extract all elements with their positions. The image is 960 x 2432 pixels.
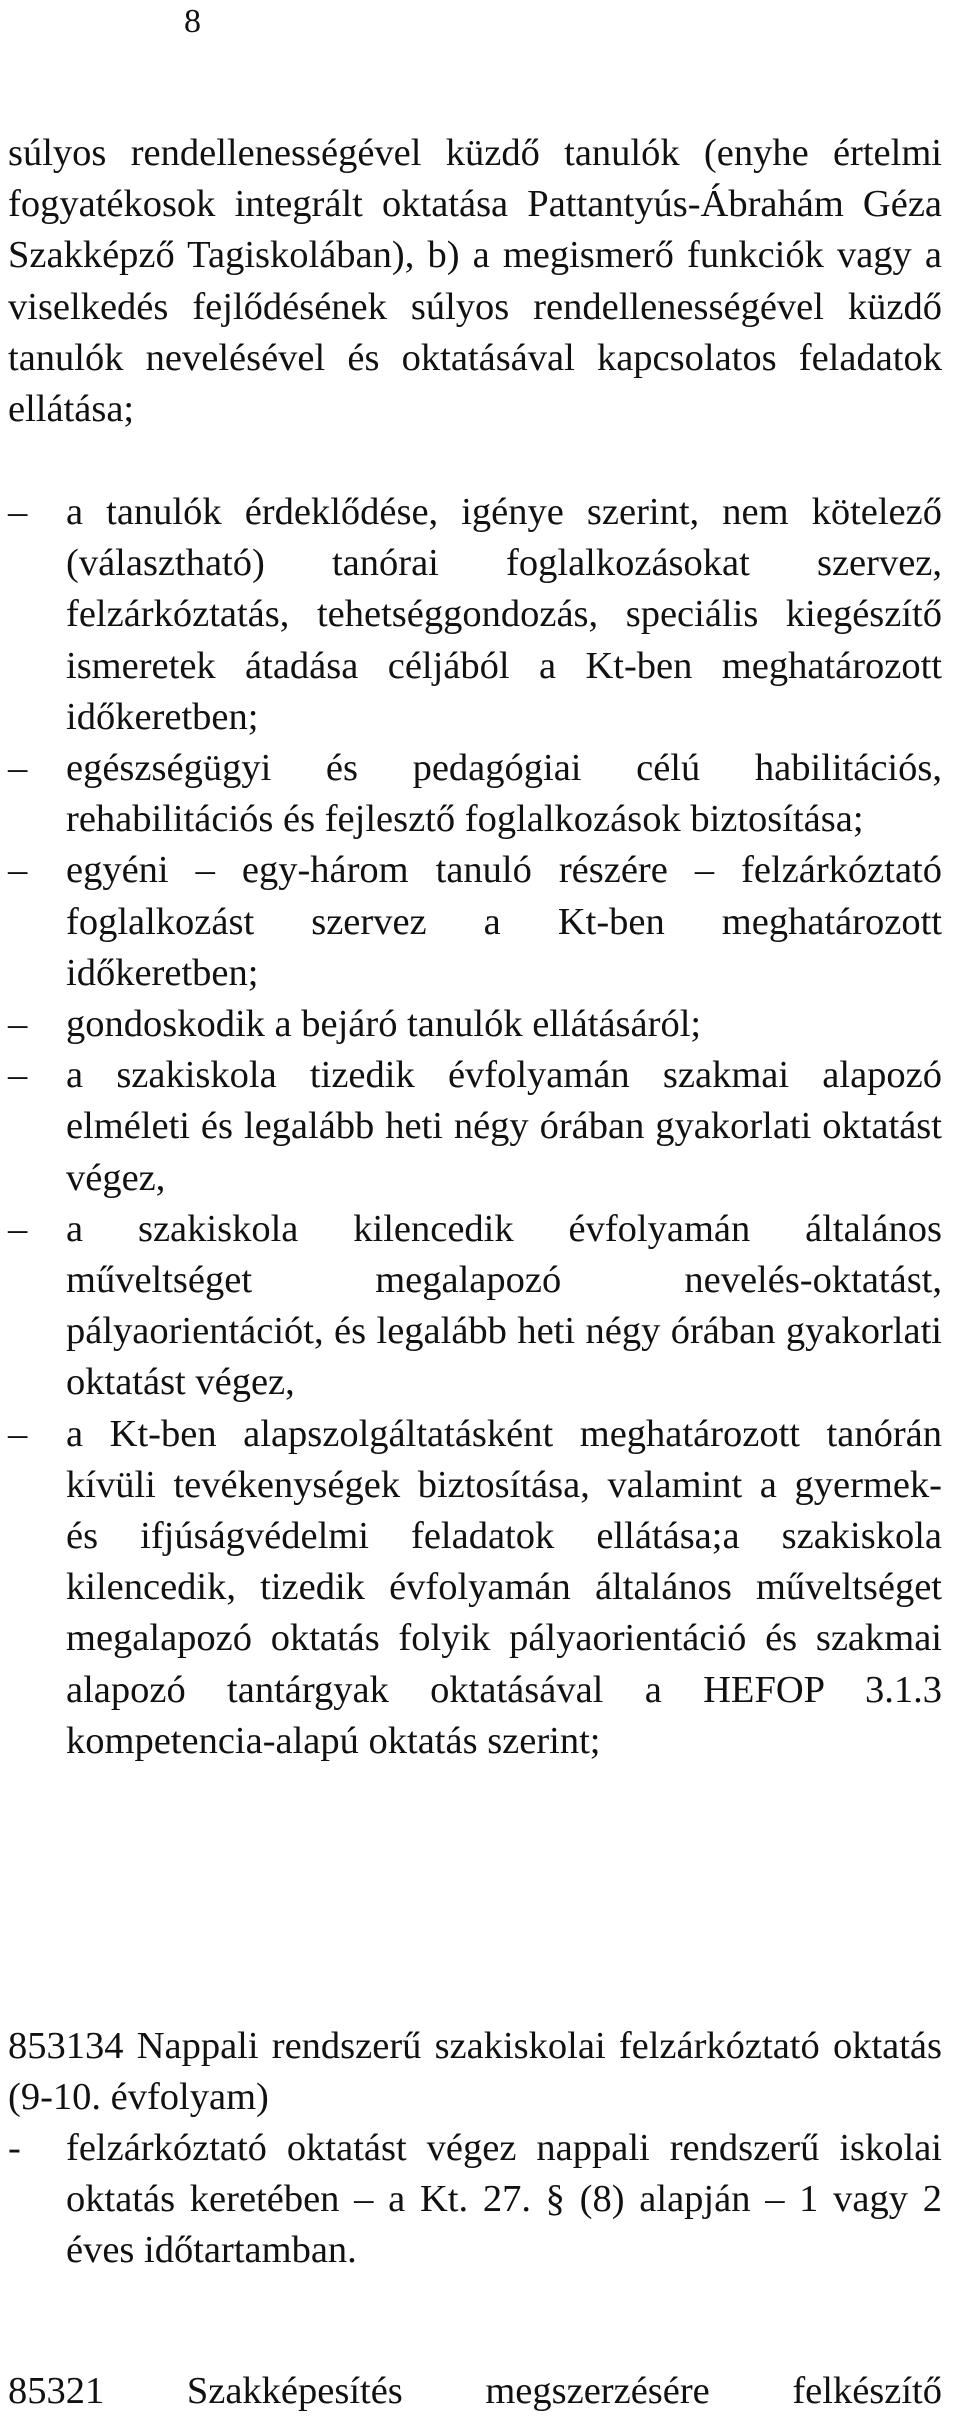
hyphen-marker: - bbox=[8, 2127, 21, 2169]
list-item bbox=[8, 1204, 942, 1409]
dash-marker: – bbox=[8, 1207, 28, 1250]
list-item-text: a szakiskola tizedik évfolyamán szakmai alapozó elméleti és legalább heti négy órában gyakorlati oktatást végez, bbox=[66, 1054, 942, 1199]
dash-marker: – bbox=[8, 849, 28, 892]
list-item bbox=[8, 1050, 942, 1204]
dash-marker: – bbox=[8, 1003, 28, 1046]
list-item-text: gondoskodik a bejáró tanulók ellátásáról; bbox=[66, 1003, 702, 1046]
list-item-text: a tanulók érdeklődése, igénye szerint, nem kötelező (választható) tanórai foglalkozásokat szervez, felzárkóztatás, tehetséggondozás, speciális kiegészítő ismeretek átadása céljából a Kt-ben meghatározott időkeretben; bbox=[66, 491, 942, 738]
page-number: 8 bbox=[184, 3, 201, 40]
list-item bbox=[8, 743, 942, 845]
section-heading-85321: 85321 Szakképesítés megszerzésére felkészítő bbox=[8, 2370, 942, 2412]
section-853134-item-text: felzárkóztató oktatást végez nappali rendszerű iskolai oktatás keretében – a Kt. 27. § (8) alapján – 1 vagy 2 éves időtartamban. bbox=[66, 2127, 942, 2272]
list-item bbox=[8, 999, 942, 1050]
dash-marker: – bbox=[8, 747, 28, 790]
list-item bbox=[8, 487, 942, 743]
list-item-text: egészségügyi és pedagógiai célú habilitációs, rehabilitációs és fejlesztő foglalkozások biztosítása; bbox=[66, 747, 942, 841]
list-item-text: egyéni – egy-három tanuló részére – felzárkóztató foglalkozást szervez a Kt-ben meghatározott időkeretben; bbox=[66, 849, 942, 994]
list-item bbox=[8, 845, 942, 999]
list-item bbox=[8, 1409, 942, 1767]
list-item-text: a szakiskola kilencedik évfolyamán általános műveltséget megalapozó nevelés-oktatást, pályaorientációt, és legalább heti négy órában gyakorlati oktatást végez, bbox=[66, 1207, 942, 1404]
dash-marker: – bbox=[8, 1412, 28, 1455]
section-853134-item bbox=[8, 2123, 942, 2277]
activity-list bbox=[8, 487, 942, 1767]
list-item-text: a Kt-ben alapszolgáltatásként meghatározott tanórán kívüli tevékenységek biztosítása, valamint a gyermek- és ifjúságvédelmi feladatok ellátása;a szakiskola kilencedik, tizedik évfolyamán általános műveltséget megalapozó oktatás folyik pályaorientáció és szakmai alapozó tantárgyak oktatásával a HEFOP 3.1.3 kompetencia-alapú oktatás szerint; bbox=[66, 1412, 942, 1762]
dash-marker: – bbox=[8, 1054, 28, 1097]
intro-paragraph: súlyos rendellenességével küzdő tanulók (enyhe értelmi fogyatékosok integrált oktatása Pattantyús-Ábrahám Géza Szakképző Tagiskolában), b) a megismerő funkciók vagy a viselkedés fejlődésének súlyos rendellenességével küzdő tanulók nevelésével és oktatásával kapcsolatos feladatok ellátása; bbox=[8, 132, 942, 431]
dash-marker: – bbox=[8, 491, 28, 533]
section-heading-853134: 853134 Nappali rendszerű szakiskolai felzárkóztató oktatás (9-10. évfolyam) bbox=[8, 2025, 942, 2119]
